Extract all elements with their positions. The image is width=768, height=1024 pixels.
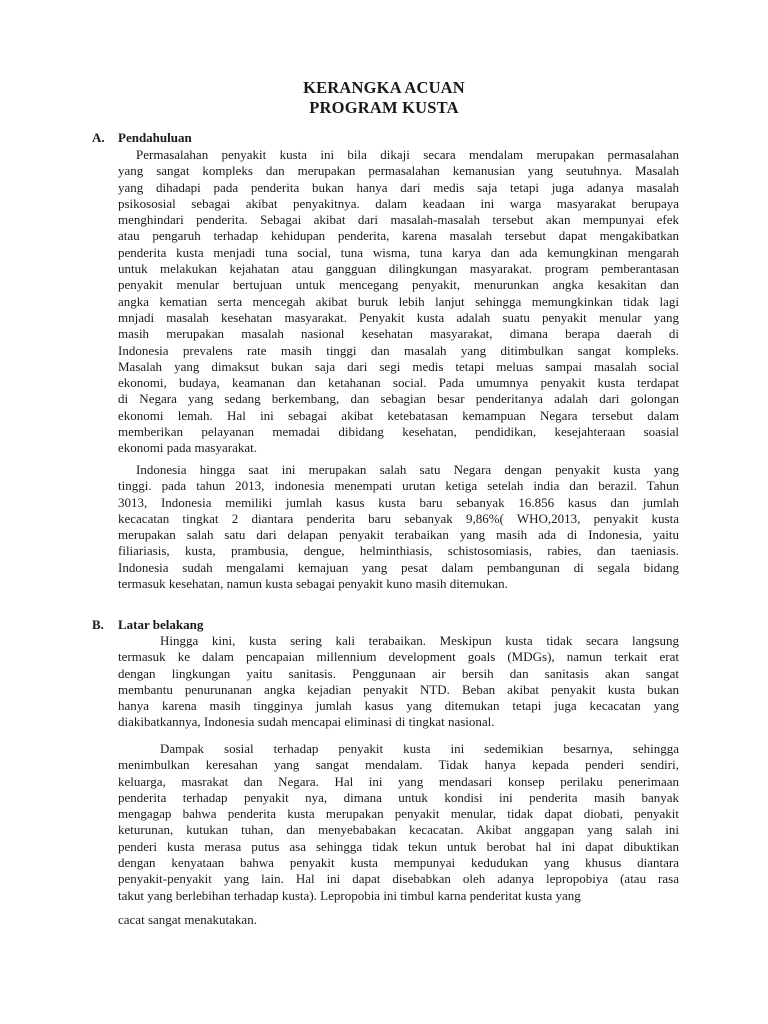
text-line: diakibatkannya, Indonesia sudah mencapai eliminasi di tingkat nasional. — [118, 714, 495, 730]
text-line: ekonomi lemah. Hal ini sebagai akibat ketebatasan kemampuan Negara tersebut dalam — [118, 407, 679, 423]
text-line: 3013, Indonesia memiliki jumlah kasus kusta baru sebanyak 16.856 kasus dan jumlah — [118, 494, 679, 510]
text-line: cacat sangat menakutakan. — [118, 912, 257, 927]
text-line: keturunan, kutukan tuhan, dan menyebabakan kecacatan. Akibat anggapan yang salah ini — [118, 822, 679, 838]
text-line: ekonomi pada masyarakat. — [118, 440, 257, 456]
section-a-paragraph-2 — [118, 462, 679, 592]
text-line: filiariasis, kusta, prambusia, dengue, helminthiasis, schistosomiasis, rabies, dan taeniasis. — [118, 543, 679, 559]
text-line: termasuk ke dalam pencapaian millennium development goals (MDGs), namun terkait erat — [118, 649, 679, 665]
text-line: penderita kusta menjadi tuna social, tuna wisma, tuna karya dan ada kemungkinan mengarah — [118, 244, 679, 260]
text-line: dengan lingkungan yaitu sanitasis. Penggunaan air bersih dan sanitasis akan sangat — [118, 665, 679, 681]
section-b-heading — [92, 617, 203, 633]
text-line: hanya karena masih tingginya jumlah kasus yang ditemukan tetapi juga kecacatan yang — [118, 698, 679, 714]
section-a-title: Pendahuluan — [118, 130, 192, 145]
text-line: penyakit menular bertujuan untuk mencegang penyakit, menurunkan angka kesakitan dan — [118, 277, 679, 293]
text-line: angka kematian serta mencegah akibat buruk lebih lanjut sehingga memungkinkan tidak lagi — [118, 293, 679, 309]
text-line: Indonesia prevalens rate masih tinggi dan masalah yang ditimbulkan sangat kompleks. — [118, 342, 679, 358]
section-b-paragraph-2-tail — [118, 912, 679, 928]
text-line: takut yang berlebihan terhadap kusta). Lepropobia ini timbul karna penderitat kusta yang — [118, 887, 581, 903]
text-line: merupakan salah satu dari delapan penyakit terabaikan yang masih ada di Indonesia, yaitu — [118, 527, 679, 543]
text-line: Hingga kini, kusta sering kali terabaikan. Meskipun kusta tidak secara langsung — [160, 633, 679, 648]
text-line: yang sangat kompleks dan merupakan permasalahan kemanusian yang seutuhnya. Masalah — [118, 163, 679, 179]
text-line: termasuk kesehatan, namun kusta sebagai penyakit kuno masih ditemukan. — [118, 576, 508, 592]
section-a-letter: A. — [92, 130, 105, 145]
text-line: Indonesia hingga saat ini merupakan salah satu Negara dengan penyakit kusta yang — [136, 462, 679, 477]
text-line: dengan kenyataan bahwa penyakit kusta mempunyai kedudukan yang khusus diantara — [118, 855, 679, 871]
text-line: kecacatan tingkat 2 diantara penderita baru sebanyak 9,86%( WHO,2013, penyakit kusta — [118, 510, 679, 526]
text-line: atau pengaruh terhadap kehidupan penderita, karena masalah tersebut dapat mengakibatkan — [118, 228, 679, 244]
document-title — [0, 78, 768, 118]
section-b-letter: B. — [92, 617, 104, 632]
text-line: yang dihadapi pada penderita bukan hanya dari medis saja tetapi juga adanya masalah — [118, 179, 679, 195]
text-line: ekonomi, budaya, keamanan dan ketahanan social. Pada umumnya penyakit kusta terdapat — [118, 375, 679, 391]
title-line-1: KERANGKA ACUAN — [303, 78, 465, 97]
text-line: masih merupakan masalah nasional kesehatan masyarakat, dimana berapa daerah di — [118, 326, 679, 342]
text-line: Permasalahan penyakit kusta ini bila dikaji secara mendalam merupakan permasalahan — [136, 147, 679, 162]
text-line: mnjadi masalah kesehatan masyarakat. Penyakit kusta adalah suatu penyakit menular yang — [118, 309, 679, 325]
text-line: tinggi. pada tahun 2013, indonesia menempati urutan ketiga setelah india dan berazil. Tahun — [118, 478, 679, 494]
text-line: psikososial sebagai akibat penyakitnya. dalam keadaan ini warga masyarakat berupaya — [118, 195, 679, 211]
section-a-paragraph-1 — [118, 147, 679, 457]
text-line: penderi kusta merasa putus asa sehingga tidak tekun untuk berobat hal ini dapat dibuktikan — [118, 838, 679, 854]
text-line: membantu penurunanan angka kejadian penyakit NTD. Beban akibat penyakit kusta bukan — [118, 681, 679, 697]
text-line: Masalah yang dimaksut bukan saja dari segi medis tetapi meluas sampai masalah social — [118, 358, 679, 374]
text-line: memberikan pelayanan memadai dibidang kesehatan, pendidikan, kesejahteraan soasial — [118, 424, 679, 440]
text-line: mengagap bahwa penderita kusta merupakan penyakit menular, tidak dapat diobati, penyakit — [118, 806, 679, 822]
section-b-paragraph-2 — [118, 741, 679, 904]
text-line: penyakit-penyakit yang lain. Hal ini dapat disebabkan oleh adanya lepropobiya (atau rasa — [118, 871, 679, 887]
text-line: keluarga, masrakat dan Negara. Hal ini yang mendasari konsep perilaku penerimaan — [118, 773, 679, 789]
section-b-paragraph-1 — [118, 633, 679, 731]
text-line: untuk melakukan kejahatan atau gangguan dilingkungan masyarakat. program pemberantasan — [118, 261, 679, 277]
text-line: di Negara yang sedang berkembang, dan sebagian besar penderitanya adalah dari golongan — [118, 391, 679, 407]
text-line: Dampak sosial terhadap penyakit kusta ini sedemikian besarnya, sehingga — [160, 741, 679, 756]
section-b-title: Latar belakang — [118, 617, 204, 632]
text-line: menghindari penderita. Sebagai akibat dari masalah-masalah tersebut akan mempunyai efek — [118, 212, 679, 228]
text-line: Indonesia sudah mengalami kemajuan yang pesat dalam pembangunan di segala bidang — [118, 559, 679, 575]
text-line: penderita terhadap penyakit nya, dimana untuk kondisi ini penderita masih banyak — [118, 789, 679, 805]
section-a-heading — [92, 130, 192, 146]
title-line-2: PROGRAM KUSTA — [309, 98, 459, 117]
text-line: menimbulkan keresahan yang sangat mendalam. Tidak hanya kepada penderi sendiri, — [118, 757, 679, 773]
